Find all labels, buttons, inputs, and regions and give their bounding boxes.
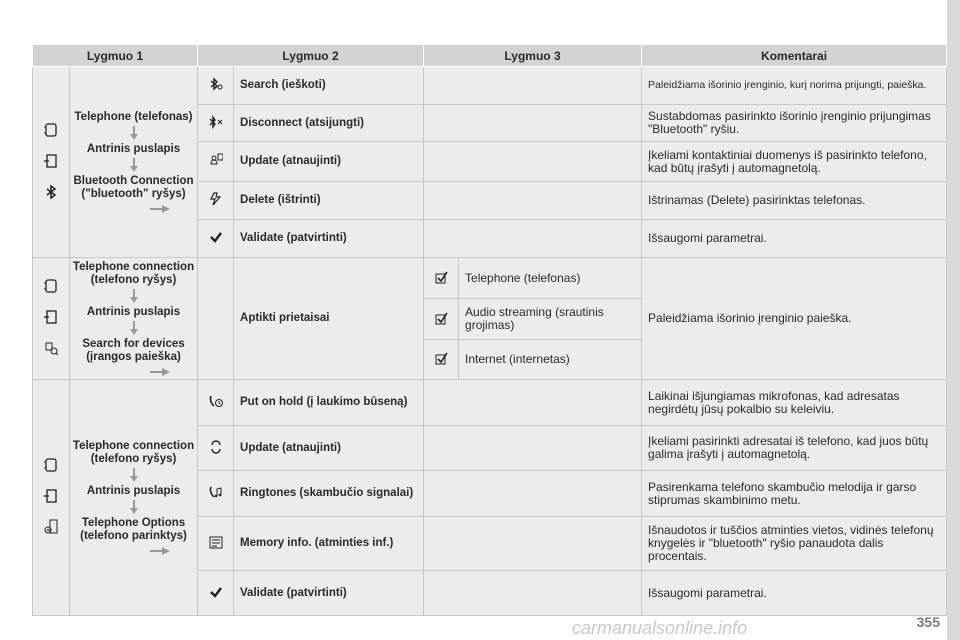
ringtone-icon xyxy=(209,484,223,500)
row-icon-cell xyxy=(198,142,234,182)
option-label: Disconnect (atsijungti) xyxy=(234,105,424,142)
arrow-down-icon xyxy=(127,321,141,335)
comment-cell: Išnaudotos ir tuščios atminties vietos, vidinės telefonų knygelės ir "bluetooth" ryšio panaudota dalis procentais. xyxy=(642,517,947,571)
arrow-down-icon xyxy=(127,500,141,514)
page-number: 355 xyxy=(916,614,940,630)
option-label: Update (atnaujinti) xyxy=(234,142,424,182)
menu-icon xyxy=(44,122,58,138)
option-label: Validate (patvirtinti) xyxy=(234,571,424,616)
row-icon-cell xyxy=(424,258,459,299)
table-row xyxy=(33,380,947,426)
empty-cell xyxy=(424,380,642,426)
level3-option: Telephone (telefonas) xyxy=(459,258,642,299)
level2-item: Telephone (telefonas) xyxy=(74,110,193,123)
option-label: Update (atnaujinti) xyxy=(234,426,424,471)
search-bluetooth-icon xyxy=(209,76,223,92)
arrow-down-icon xyxy=(127,158,141,172)
arrow-down-icon xyxy=(127,126,141,140)
row-icon-cell xyxy=(198,67,234,105)
comment-cell: Paleidžiama išorinio įrenginio, kurį norima prijungti, paieška. xyxy=(642,67,947,105)
watermark: carmanualsonline.info xyxy=(572,618,748,638)
comment-cell: Išsaugomi parametrai. xyxy=(642,220,947,258)
phone-options-icon xyxy=(44,519,58,535)
empty-cell xyxy=(424,426,642,471)
row-icon-cell xyxy=(198,517,234,571)
empty-cell xyxy=(424,67,642,105)
row-icon-cell xyxy=(424,340,459,380)
level2-item: Antrinis puslapis xyxy=(86,305,181,318)
level2-item: Antrinis puslapis xyxy=(86,484,181,497)
empty-cell xyxy=(424,105,642,142)
comment-cell: Pasirenkama telefono skambučio melodija ir garso stiprumas skambinimo metu. xyxy=(642,471,947,517)
checkmark-icon xyxy=(209,229,223,245)
option-label: Validate (patvirtinti) xyxy=(234,220,424,258)
option-label: Search (ieškoti) xyxy=(234,67,424,105)
option-label: Delete (ištrinti) xyxy=(234,182,424,220)
level1-icons xyxy=(33,258,70,380)
row-icon-cell xyxy=(198,105,234,142)
empty-cell xyxy=(424,142,642,182)
level2-item: Search for devices (įrangos paieška) xyxy=(82,337,185,363)
empty-cell xyxy=(198,258,234,380)
header-level-3: Lygmuo 3 xyxy=(424,45,642,67)
refresh-icon xyxy=(209,439,223,455)
table-row xyxy=(33,258,947,299)
memory-info-icon xyxy=(209,534,223,550)
option-label: Memory info. (atminties inf.) xyxy=(234,517,424,571)
row-icon-cell xyxy=(198,426,234,471)
secondary-page-icon xyxy=(44,153,58,169)
arrow-down-icon xyxy=(127,468,141,482)
level1-icons xyxy=(33,67,70,258)
comment-cell: Laikinai išjungiamas mikrofonas, kad adresatas negirdėtų jūsų pokalbio su keleiviu. xyxy=(642,380,947,426)
empty-cell xyxy=(424,517,642,571)
comment-cell: Paleidžiama išorinio įrenginio paieška. xyxy=(642,258,947,380)
menu-icon xyxy=(44,278,58,294)
search-devices-icon xyxy=(44,340,58,356)
hold-call-icon xyxy=(209,393,223,409)
row-icon-cell xyxy=(424,299,459,340)
level2-item: Antrinis puslapis xyxy=(86,142,181,155)
update-contacts-icon xyxy=(209,152,223,168)
checkbox-icon xyxy=(434,310,448,326)
level2-item: Telephone connection (telefono ryšys) xyxy=(72,260,195,286)
table-row xyxy=(33,67,947,105)
row-icon-cell xyxy=(198,380,234,426)
empty-cell xyxy=(424,182,642,220)
option-label: Put on hold (į laukimo būseną) xyxy=(234,380,424,426)
level3-option: Internet (internetas) xyxy=(459,340,642,380)
arrow-right-icon xyxy=(150,367,170,377)
comment-cell: Įkeliami pasirinkti adresatai iš telefono, kad juos būtų galima įrašyti į automagnetolą. xyxy=(642,426,947,471)
side-tab xyxy=(947,0,960,640)
menu-table xyxy=(32,44,947,616)
table-header-row xyxy=(33,45,947,67)
row-icon-cell xyxy=(198,571,234,616)
secondary-page-icon xyxy=(44,309,58,325)
checkbox-icon xyxy=(434,350,448,366)
level2-path xyxy=(70,380,198,616)
row-icon-cell xyxy=(198,220,234,258)
delete-icon xyxy=(209,191,223,207)
comment-cell: Ištrinamas (Delete) pasirinktas telefonas. xyxy=(642,182,947,220)
empty-cell xyxy=(424,220,642,258)
comment-cell: Sustabdomas pasirinkto išorinio įrenginio prijungimas "Bluetooth" ryšiu. xyxy=(642,105,947,142)
level2-item: Telephone connection (telefono ryšys) xyxy=(72,439,195,465)
option-label: Ringtones (skambučio signalai) xyxy=(234,471,424,517)
disconnect-bluetooth-icon xyxy=(209,114,223,130)
checkmark-icon xyxy=(209,584,223,600)
option-label: Aptikti prietaisai xyxy=(234,258,424,380)
level3-option: Audio streaming (srautinis grojimas) xyxy=(459,299,642,340)
level2-item: Telephone Options (telefono parinktys) xyxy=(80,516,187,542)
level2-path xyxy=(70,67,198,258)
header-comments: Komentarai xyxy=(642,45,947,67)
header-level-1: Lygmuo 1 xyxy=(33,45,198,67)
menu-icon xyxy=(44,457,58,473)
arrow-right-icon xyxy=(150,546,170,556)
level2-path xyxy=(70,258,198,380)
level2-item: Bluetooth Connection ("bluetooth" ryšys) xyxy=(73,174,194,200)
arrow-right-icon xyxy=(150,204,170,214)
header-level-2: Lygmuo 2 xyxy=(198,45,424,67)
row-icon-cell xyxy=(198,182,234,220)
checkbox-icon xyxy=(434,269,448,285)
row-icon-cell xyxy=(198,471,234,517)
empty-cell xyxy=(424,471,642,517)
empty-cell xyxy=(424,571,642,616)
bluetooth-icon xyxy=(44,184,58,200)
secondary-page-icon xyxy=(44,488,58,504)
arrow-down-icon xyxy=(127,289,141,303)
comment-cell: Įkeliami kontaktiniai duomenys iš pasirinkto telefono, kad būtų įrašyti į automagnetolą. xyxy=(642,142,947,182)
level1-icons xyxy=(33,380,70,616)
comment-cell: Išsaugomi parametrai. xyxy=(642,571,947,616)
